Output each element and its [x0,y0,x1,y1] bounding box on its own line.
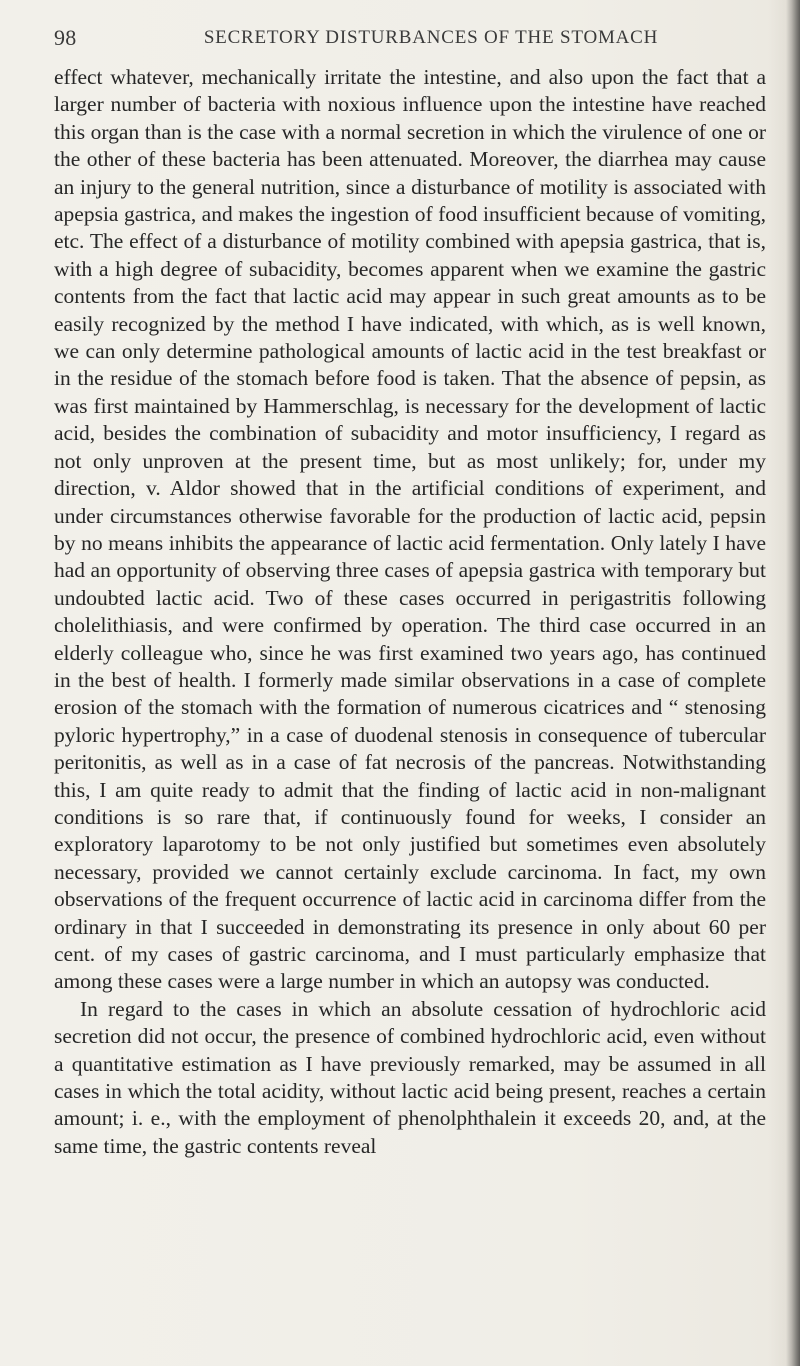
paragraph-continued: effect whatever, mechanically irritate the intestine, and also upon the fact that a larger number of bacteria with noxious influence upon the intestine have reached this organ than is the case with a normal secretion in which the virulence of one or the other of these bacteria has been attenuated. Moreover, the diarrhea may cause an injury to the general nutrition, since a disturbance of motility is associated with apepsia gastrica, and makes the ingestion of food insufficient because of vomiting, etc. The effect of a disturbance of motility combined with apepsia gastrica, that is, with a high degree of subacidity, becomes apparent when we examine the gastric contents from the fact that lactic acid may appear in such great amounts as to be easily recognized by the method I have indicated, with which, as is well known, we can only determine pathological amounts of lactic acid in the test breakfast or in the residue of the stomach before food is taken. That the absence of pepsin, as was first maintained by Hammerschlag, is necessary for the development of lactic acid, besides the combination of subacidity and motor insufficiency, I regard as not only unproven at the present time, but as most unlikely; for, under my direction, v. Aldor showed that in the artificial conditions of experiment, and under circumstances otherwise favorable for the production of lactic acid, pepsin by no means inhibits the appearance of lactic acid fermentation. Only lately I have had an opportunity of observing three cases of apepsia gastrica with temporary but undoubted lactic acid. Two of these cases occurred in perigastritis following cholelithiasis, and were confirmed by operation. The third case occurred in an elderly colleague who, since he was first examined two years ago, has continued in the best of health. I formerly made similar observations in a case of complete erosion of the stomach with the formation of numerous cicatrices and “ stenosing pyloric hypertrophy,” in a case of duodenal stenosis in consequence of tubercular peritonitis, as well as in a case of fat necrosis of the pancreas. Notwithstanding this, I am quite ready to admit that the finding of lactic acid in non-malignant conditions is so rare that, if continuously found for weeks, I consider an exploratory laparotomy to be not only justified but sometimes even absolutely necessary, provided we cannot certainly exclude carcinoma. In fact, my own observations of the frequent occurrence of lactic acid in carcinoma differ from the ordinary in that I succeeded in demonstrating its presence in only about 60 per cent. of my cases of gastric carcinoma, and I must particularly emphasize that among these cases were a large number in which an autopsy was conducted. [54,65,766,994]
body-text [54,64,766,1160]
page-number: 98 [54,25,77,50]
paragraph-hydrochloric-acid: In regard to the cases in which an absolute cessation of hydrochloric acid secretion did not occur, the presence of combined hydrochloric acid, even without a quantitative estimation as I have previously remarked, may be assumed in all cases in which the total acidity, without lactic acid being present, reaches a certain amount; i. e., with the employment of phenolphthalein it exceeds 20, and, at the same time, the gastric contents reveal [54,996,766,1158]
page-edge-shadow [786,0,800,1366]
running-head: SECRETORY DISTURBANCES OF THE STOMACH [203,27,659,48]
page-header [54,20,754,56]
